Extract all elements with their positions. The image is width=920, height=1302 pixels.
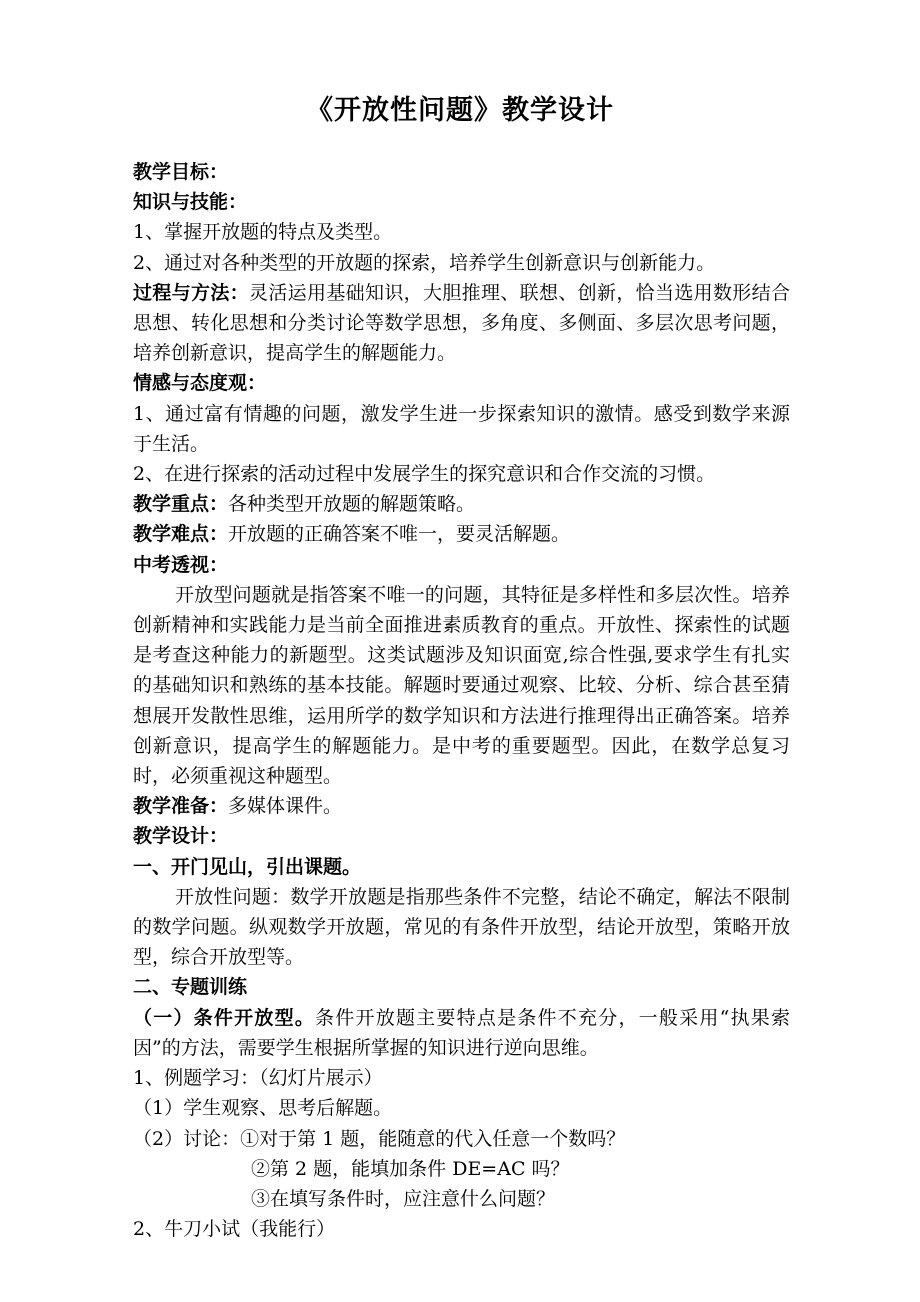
knowledge-heading: 知识与技能：: [133, 191, 248, 214]
condition-open-paragraph: [133, 1003, 790, 1063]
difficulty-label: 教学难点：: [133, 523, 229, 546]
document-body: [133, 157, 790, 1244]
design-heading: 教学设计：: [133, 825, 229, 848]
process-label: 过程与方法：: [133, 281, 249, 304]
prep-text: 多媒体课件。: [228, 795, 343, 818]
step-1: （1）学生观察、思考后解题。: [133, 1097, 393, 1120]
goals-heading: 教学目标：: [133, 161, 229, 183]
discussion-item: ①对于第 1 题，能随意的代入任意一个数吗？: [240, 1127, 626, 1150]
prep-label: 教学准备：: [133, 795, 229, 818]
process-text: 灵活运用基础知识，大胆推理、联想、创新，恰当选用数形结合思想、转化思想和分类讨论等数学思想，多角度、多侧面、多层次思考问题，培养创新意识，提高学生的解题能力。: [133, 281, 790, 365]
discussion-item: ③在填写条件时，应注意什么问题？: [251, 1187, 556, 1210]
process-paragraph: [133, 278, 790, 369]
key-point-text: 各种类型开放题的解题策略。: [228, 493, 476, 516]
key-point-label: 教学重点：: [133, 493, 229, 516]
prep-paragraph: [133, 791, 790, 821]
example-heading: 1、例题学习：（幻灯片展示）: [133, 1067, 383, 1090]
discussion-item: ②第 2 题，能填加条件 DE=AC 吗？: [251, 1157, 570, 1180]
exam-heading: 中考透视：: [133, 553, 229, 576]
section1-heading: 一、开门见山，引出课题。: [133, 855, 362, 878]
condition-open-label: （一）条件开放型。: [133, 1006, 316, 1029]
key-point-paragraph: [133, 489, 790, 519]
emotion-item: 1、通过富有情趣的问题，激发学生进一步探索知识的激情。感受到数学来源于生活。: [133, 402, 790, 455]
difficulty-text: 开放题的正确答案不唯一，要灵活解题。: [228, 523, 571, 546]
emotion-item: 2、在进行探索的活动过程中发展学生的探究意识和合作交流的习惯。: [133, 463, 716, 486]
condition-open-text: 条件开放题主要特点是条件不充分，一般采用“执果索因”的方法，需要学生根据所掌握的知识进行逆向思维。: [133, 1006, 790, 1059]
difficulty-paragraph: [133, 519, 790, 549]
document-title: 《开放性问题》教学设计: [306, 95, 614, 126]
practice-heading: 2、牛刀小试（我能行）: [133, 1218, 336, 1241]
knowledge-item: 2、通过对各种类型的开放题的探索，培养学生创新意识与创新能力。: [133, 251, 716, 274]
exam-paragraph: 开放型问题就是指答案不唯一的问题，其特征是多样性和多层次性。培养创新精神和实践能力是当前全面推进素质教育的重点。开放性、探索性的试题是考查这种能力的新题型。这类试题涉及知识面宽,综合性强,要求学生有扎实的基础知识和熟练的基本技能。解题时要通过观察、比较、分析、综合甚至猜想展开发散性思维，运用所学的数学知识和方法进行推理得出正确答案。培养创新意识，提高学生的解题能力。是中考的重要题型。因此，在数学总复习时，必须重视这种题型。: [133, 583, 790, 788]
step-2: [133, 1124, 790, 1154]
section1-paragraph: 开放性问题：数学开放题是指那些条件不完整，结论不确定，解法不限制的数学问题。纵观数学开放题，常见的有条件开放型，结论开放型，策略开放型，综合开放型等。: [133, 885, 790, 969]
knowledge-item: 1、掌握开放题的特点及类型。: [133, 221, 393, 244]
step-2-label: （2）讨论：: [133, 1127, 241, 1150]
emotion-heading: 情感与态度观：: [133, 372, 267, 395]
section2-heading: 二、专题训练: [133, 976, 248, 999]
